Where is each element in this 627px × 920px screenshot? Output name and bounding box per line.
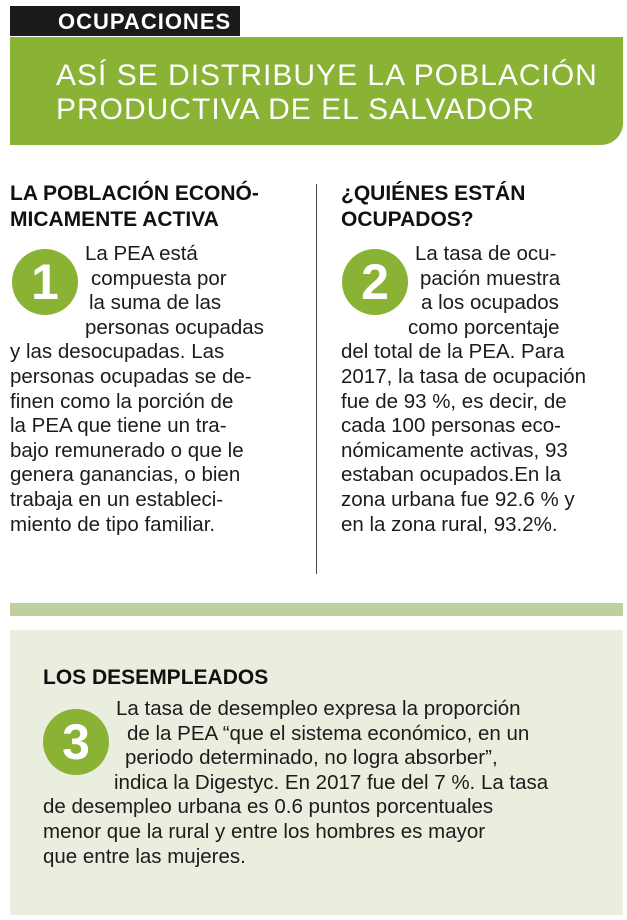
col1-title-line-2: MICAMENTE ACTIVA: [10, 208, 219, 231]
col3-line: de la PEA “que el sistema económico, en un: [127, 721, 530, 745]
col2-line: zona urbana fue 92.6 % y: [341, 487, 575, 511]
col2-title-line-1: ¿QUIÉNES ESTÁN: [341, 182, 526, 205]
col3-line: periodo determinado, no logra absorber”,: [125, 746, 498, 770]
col1-line: personas ocupadas se de-: [10, 364, 252, 388]
col1-line: bajo remunerado o que le: [10, 438, 244, 462]
col1-line: trabaja en un estableci-: [10, 487, 224, 511]
col1-line: finen como la porción de: [10, 389, 234, 413]
number-badge-1: 1: [12, 249, 78, 315]
col3-title: LOS DESEMPLEADOS: [43, 666, 269, 689]
col2-line: del total de la PEA. Para: [341, 340, 565, 364]
col3-line: que entre las mujeres.: [43, 844, 246, 868]
col2-title: [341, 181, 525, 233]
col2-line: fue de 93 %, es decir, de: [341, 389, 567, 413]
col1-title: [10, 181, 259, 233]
col2-line: en la zona rural, 93.2%.: [341, 512, 558, 536]
col1-line: genera ganancias, o bien: [10, 463, 241, 487]
col3-line: indica la Digestyc. En 2017 fue del 7 %. La tasa: [114, 770, 549, 794]
column-divider: [316, 184, 317, 574]
col1-line: la suma de las: [89, 291, 222, 315]
col1-line: personas ocupadas: [85, 315, 264, 339]
col1-line: la PEA que tiene un tra-: [10, 414, 227, 438]
col2-line: La tasa de ocu-: [415, 242, 557, 265]
col1-title-line-1: LA POBLACIÓN ECONÓ-: [10, 182, 259, 205]
col1-line: y las desocupadas. Las: [10, 340, 225, 364]
number-badge-2: 2: [342, 249, 408, 315]
col2-line: como porcentaje: [408, 315, 560, 339]
section-separator: [10, 603, 623, 616]
col2-line: a los ocupados: [421, 291, 559, 315]
col2-line: 2017, la tasa de ocupación: [341, 364, 587, 388]
col2-title-line-2: OCUPADOS?: [341, 208, 474, 231]
col1-line: miento de tipo familiar.: [10, 512, 216, 536]
number-badge-3: 3: [43, 709, 109, 775]
col2-line: cada 100 personas eco-: [341, 414, 561, 438]
col2-line: pación muestra: [420, 266, 561, 290]
col1-body: [10, 242, 264, 537]
col2-line: estaban ocupados.En la: [341, 463, 561, 487]
col3-line: menor que la rural y entre los hombres es mayor: [43, 819, 486, 843]
headline-banner: [10, 37, 623, 145]
headline-line-1: ASÍ SE DISTRIBUYE LA POBLACIÓN: [56, 59, 598, 92]
col2-body: [341, 242, 586, 537]
headline-line-2: PRODUCTIVA DE EL SALVADOR: [56, 93, 535, 126]
col3-body: [43, 697, 548, 869]
col1-line: compuesta por: [91, 266, 227, 290]
col1-line: La PEA está: [85, 242, 198, 265]
col3-line: de desempleo urbana es 0.6 puntos porcentuales: [43, 795, 494, 819]
col3-line: La tasa de desempleo expresa la proporción: [116, 697, 521, 720]
col2-line: nómicamente activas, 93: [341, 438, 568, 462]
section-label-bar: [10, 6, 240, 36]
section-label: OCUPACIONES: [58, 9, 232, 34]
